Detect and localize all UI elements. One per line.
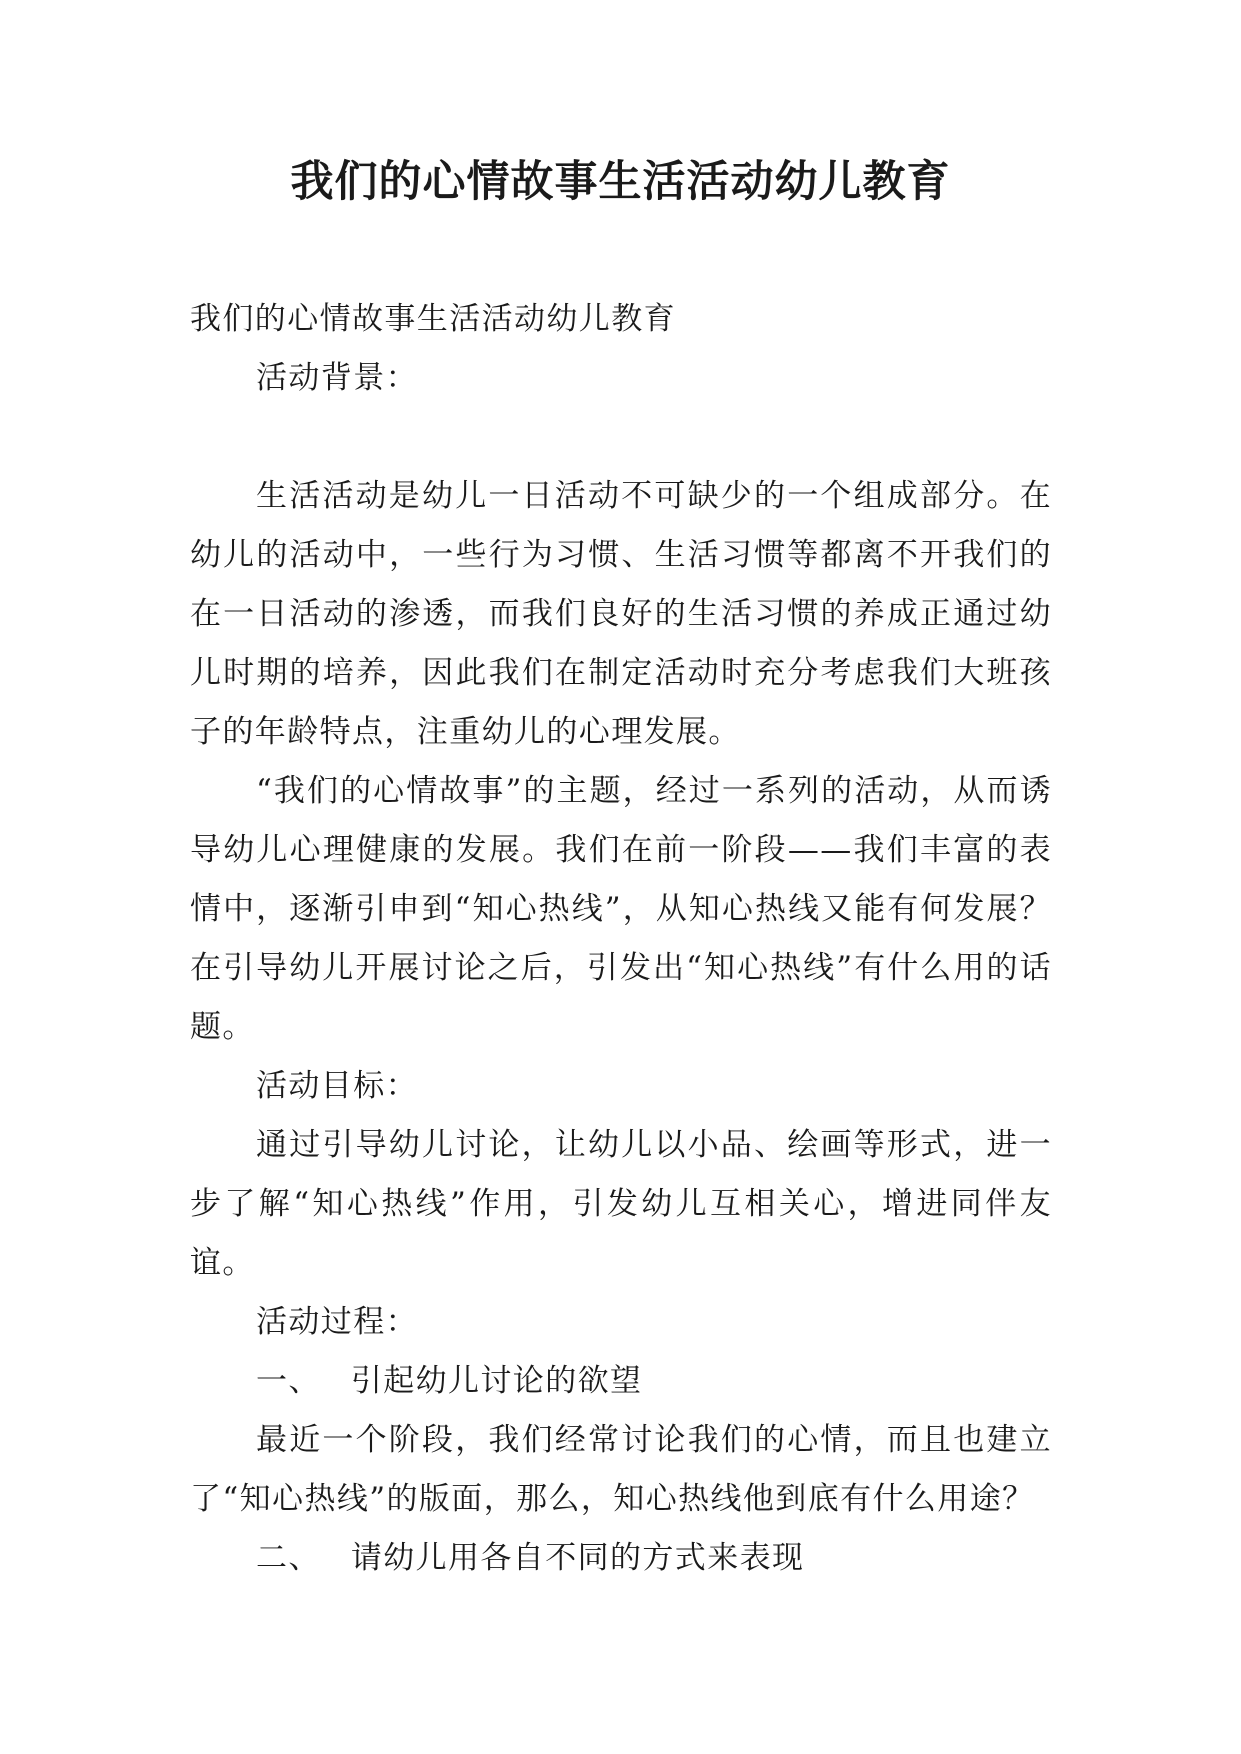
goal-paragraph: 通过引导幼儿讨论，让幼儿以小品、绘画等形式，进一步了解“知心热线”作用，引发幼儿互相关心，增进同伴友谊。 <box>190 1127 1052 1281</box>
document-body <box>190 290 1052 1588</box>
step-1-title: 引起幼儿讨论的欲望 <box>350 1363 643 1399</box>
document-title: 我们的心情故事生活活动幼儿教育 <box>290 157 951 207</box>
step-1-number: 一、 <box>256 1363 321 1399</box>
process-heading: 活动过程： <box>256 1304 418 1340</box>
step-1-paragraph: 最近一个阶段，我们经常讨论我们的心情，而且也建立了“知心热线”的版面，那么，知心热线他到底有什么用途？ <box>190 1422 1052 1517</box>
blank-line <box>190 408 1052 467</box>
goal-heading: 活动目标： <box>256 1068 418 1104</box>
step-2-title: 请幼儿用各自不同的方式来表现 <box>350 1540 805 1576</box>
background-heading: 活动背景： <box>256 360 418 396</box>
step-2-number: 二、 <box>256 1540 321 1576</box>
step-1-heading <box>190 1352 1052 1411</box>
background-paragraph-1: 生活活动是幼儿一日活动不可缺少的一个组成部分。在幼儿的活动中，一些行为习惯、生活习惯等都离不开我们的在一日活动的渗透，而我们良好的生活习惯的养成正通过幼儿时期的培养，因此我们在制定活动时充分考虑我们大班孩子的年龄特点，注重幼儿的心理发展。 <box>190 478 1052 750</box>
step-2-heading <box>190 1529 1052 1588</box>
document-subtitle: 我们的心情故事生活活动幼儿教育 <box>190 301 676 337</box>
background-paragraph-2: “我们的心情故事”的主题，经过一系列的活动，从而诱导幼儿心理健康的发展。我们在前一阶段——我们丰富的表情中，逐渐引申到“知心热线”，从知心热线又能有何发展？在引导幼儿开展讨论之后，引发出“知心热线”有什么用的话题。 <box>190 773 1052 1045</box>
